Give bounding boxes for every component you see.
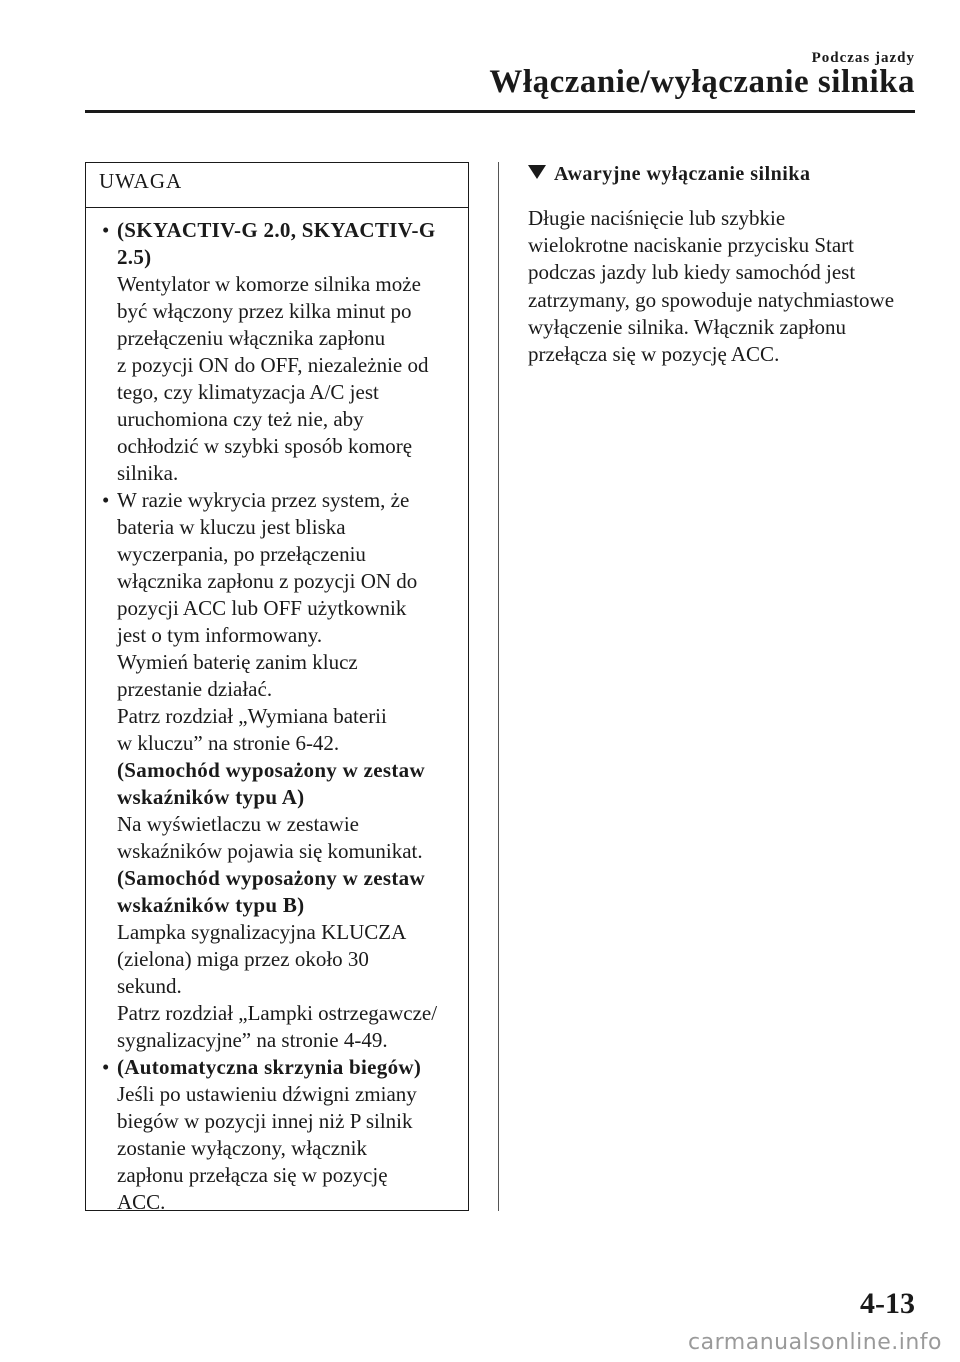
section-text-line: przełącza się w pozycję ACC. bbox=[528, 342, 780, 367]
section-body bbox=[528, 205, 928, 368]
section-text-line: Długie naciśnięcie lub szybkie bbox=[528, 206, 786, 230]
section-text-line: wyłączenie silnika. Włącznik zapłonu bbox=[528, 314, 846, 339]
note-text-line: Patrz rozdział „Lampki ostrzegawcze/ bbox=[117, 1001, 438, 1025]
note-subheading: wskaźników typu B) bbox=[117, 893, 305, 917]
note-text-line: w kluczu” na stronie 6-42. bbox=[117, 731, 340, 755]
note-text-line: Jeśli po ustawieniu dźwigni zmiany bbox=[117, 1082, 417, 1106]
note-text-line: wskaźników pojawia się komunikat. bbox=[117, 839, 423, 863]
header-rule bbox=[85, 110, 915, 113]
note-text-line: pozycji ACC lub OFF użytkownik bbox=[117, 596, 407, 620]
column-divider bbox=[498, 162, 499, 1211]
note-text-line: tego, czy klimatyzacja A/C jest bbox=[117, 380, 379, 404]
note-divider bbox=[86, 207, 468, 208]
section-text-line: podczas jazdy lub kiedy samochód jest bbox=[528, 260, 856, 285]
header-section-label: Podczas jazdy bbox=[811, 50, 915, 66]
note-subheading: (Samochód wyposażony w zestaw bbox=[117, 866, 425, 890]
note-text-line: włącznika zapłonu z pozycji ON do bbox=[117, 569, 418, 593]
bullet-icon: • bbox=[102, 1055, 110, 1079]
note-text-line: silnika. bbox=[117, 461, 179, 485]
page-number: 4-13 bbox=[860, 1287, 915, 1320]
note-text-line: z pozycji ON do OFF, niezależnie od bbox=[117, 353, 429, 377]
note-text-line: przestanie działać. bbox=[117, 677, 273, 701]
note-text-line: Wentylator w komorze silnika może bbox=[117, 272, 421, 296]
note-title: UWAGA bbox=[99, 169, 183, 193]
note-text-line: biegów w pozycji innej niż P silnik bbox=[117, 1109, 413, 1133]
note-text-line: zapłonu przełącza się w pozycję bbox=[117, 1163, 388, 1187]
section-heading-text: Awaryjne wyłączanie silnika bbox=[554, 163, 811, 185]
note-text-line: ochłodzić w szybki sposób komorę bbox=[117, 434, 413, 458]
triangle-down-icon bbox=[528, 165, 546, 179]
note-list-item bbox=[86, 487, 468, 1054]
note-subheading: (Samochód wyposażony w zestaw bbox=[117, 758, 425, 782]
note-text-line: jest o tym informowany. bbox=[117, 623, 323, 647]
note-text-line: sekund. bbox=[117, 974, 182, 998]
note-list-item bbox=[86, 1054, 468, 1216]
note-text-line: (zielona) miga przez około 30 bbox=[117, 947, 369, 971]
note-text-line: Na wyświetlaczu w zestawie bbox=[117, 812, 359, 836]
section-text-line: wielokrotne naciskanie przycisku Start bbox=[528, 233, 854, 258]
note-text-line: bateria w kluczu jest bliska bbox=[117, 515, 346, 539]
section-text-line: zatrzymany, go spowoduje natychmiastowe bbox=[528, 287, 895, 312]
page-title: Włączanie/wyłączanie silnika bbox=[489, 64, 915, 100]
note-text-line: być włączony przez kilka minut po bbox=[117, 299, 412, 323]
note-text-line: ACC. bbox=[117, 1190, 166, 1214]
note-text-line: W razie wykrycia przez system, że bbox=[117, 488, 410, 512]
bullet-icon: • bbox=[102, 488, 110, 512]
note-subheading: 2.5) bbox=[117, 245, 152, 269]
note-text-line: Patrz rozdział „Wymiana baterii bbox=[117, 704, 387, 728]
note-text-line: uruchomiona czy też nie, aby bbox=[117, 407, 364, 431]
note-text-line: zostanie wyłączony, włącznik bbox=[117, 1136, 367, 1160]
note-text-line: sygnalizacyjne” na stronie 4-49. bbox=[117, 1028, 388, 1052]
note-text-line: przełączeniu włącznika zapłonu bbox=[117, 326, 386, 350]
note-text-line: Lampka sygnalizacyjna KLUCZA bbox=[117, 920, 407, 944]
section-heading bbox=[528, 163, 810, 186]
note-text-line: wyczerpania, po przełączeniu bbox=[117, 542, 366, 566]
watermark: carmanualsonline.info bbox=[688, 1330, 942, 1355]
note-body bbox=[86, 217, 468, 1216]
note-subheading: wskaźników typu A) bbox=[117, 785, 305, 809]
note-text-line: Wymień baterię zanim klucz bbox=[117, 650, 358, 674]
note-box bbox=[85, 162, 469, 1214]
bullet-icon: • bbox=[102, 218, 110, 242]
note-subheading: (Automatyczna skrzynia biegów) bbox=[117, 1055, 422, 1079]
note-subheading: (SKYACTIV-G 2.0, SKYACTIV-G bbox=[117, 218, 436, 242]
note-list-item bbox=[86, 217, 468, 487]
